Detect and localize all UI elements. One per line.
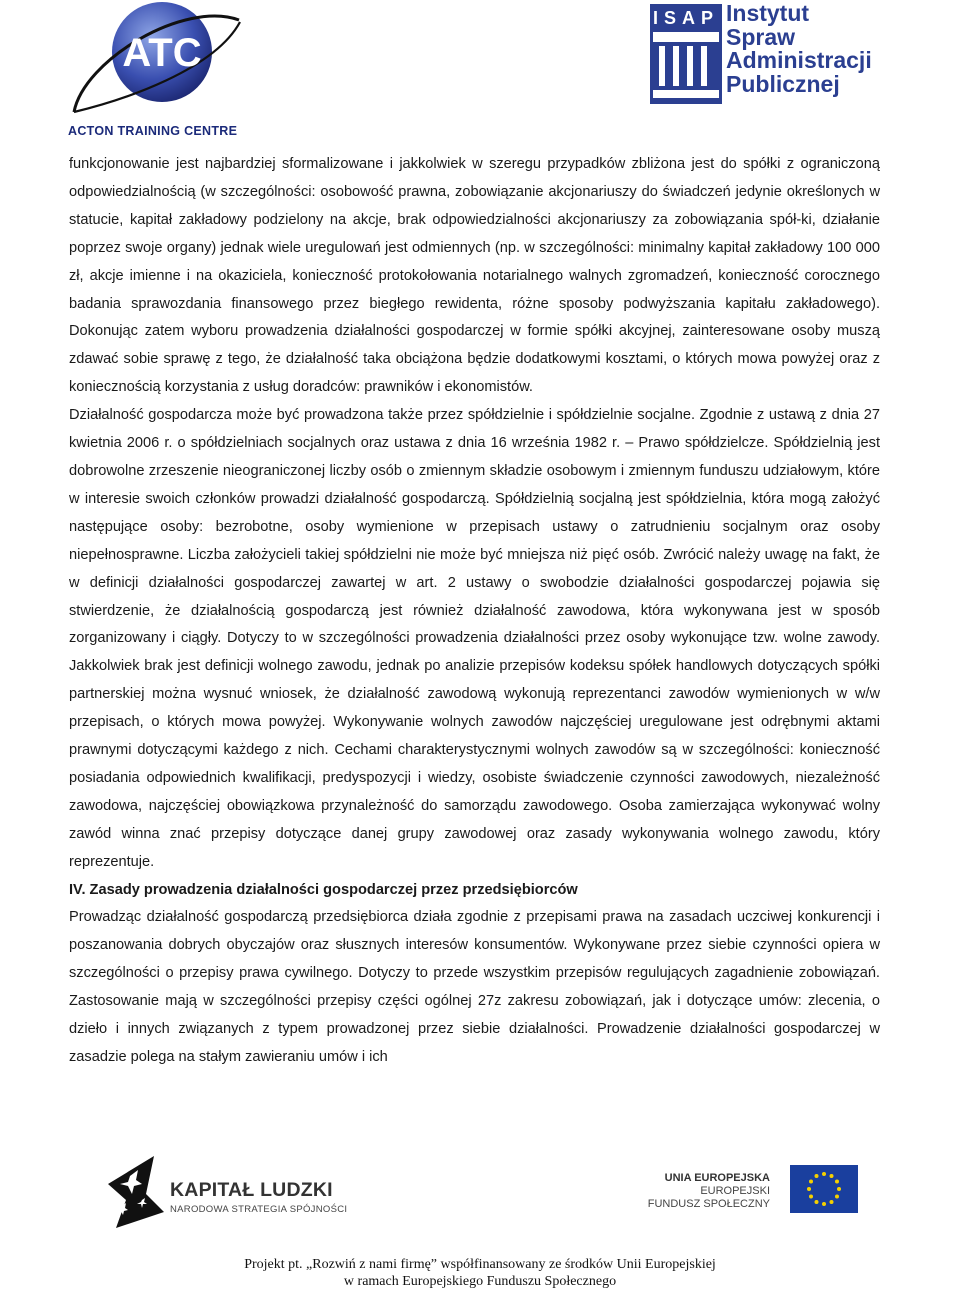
eu-star [835, 1195, 839, 1199]
eu-star [809, 1180, 813, 1184]
isap-logo-text: ISAP [652, 8, 720, 28]
project-note [0, 1257, 960, 1290]
atc-caption: ACTON TRAINING CENTRE [68, 124, 238, 138]
eu-label-line: UNIA EUROPEJSKA [664, 1172, 770, 1184]
eu-star [809, 1195, 813, 1199]
project-note-line: Projekt pt. „Rozwiń z nami firmę” współfinansowany ze środków Unii Europejskiej [244, 1257, 716, 1272]
kapital-ludzki-star-icon [106, 1154, 166, 1230]
kapital-ludzki-title: KAPITAŁ LUDZKI [170, 1179, 333, 1201]
section-heading: IV. Zasady prowadzenia działalności gospodarczej przez przedsiębiorców [69, 881, 578, 898]
page-header [0, 0, 960, 140]
eu-star [815, 1174, 819, 1178]
isap-name [726, 2, 872, 96]
page-footer [0, 1150, 960, 1294]
document-body [69, 151, 880, 1072]
project-note-line: w ramach Europejskiego Funduszu Społecznego [343, 1273, 617, 1289]
eu-star [807, 1187, 811, 1191]
body-paragraph: funkcjonowanie jest najbardziej sformalizowane i jakkolwiek w szeregu przypadków zbliżona jest do spółki z ograniczoną odpowiedzialnością (w szczególności: osobowość prawna, zobowiązanie akcjonariuszy do świadczeń jedynie określonych w statucie, kapitał zakładowy podzielony na akcje, brak odpowiedzialności akcjonariuszy za zobowiązania spół-ki, działanie poprzez swoje organy) jednak wiele uregulowań jest odmiennych (np. w szczególności: minimalny kapitał zakładowy 100 000 zł, akcje imienne i na okaziciela, konieczność protokołowania notarialnego walnych zgromadzeń, konieczność corocznego badania sprawozdania finansowego przez biegłego rewidenta, różne sposoby podwyższania kapitału zakładowego). Dokonując zatem wyboru prowadzenia działalności gospodarczej w formie spółki akcyjnej, zainteresowane osoby muszą zdawać sobie sprawę z tego, że działalność taka obciążona będzie dodatkowymi kosztami, o których mowa powyżej oraz z koniecznością korzystania z usług doradców: prawników i ekonomistów. [69, 156, 880, 396]
eu-label [640, 1172, 770, 1211]
eu-star [822, 1172, 826, 1176]
body-paragraph: Prowadząc działalność gospodarczą przedsiębiorca działa zgodnie z przepisami prawa na zasadach uczciwej konkurencji i poszanowania dobrych obyczajów oraz słusznych interesów konsumentów. Wykonywane przez siebie czynności opiera w szczególności o przepisy prawa cywilnego. Dotyczy to przede wszystkim przepisów regulujących zagadnienie zobowiązań. Zastosowanie mają w szczególności przepisy części ogólnej 27z zakresu zobowiązań, jak i dotyczące umów: zlecenia, o dzieło i innych związanych z typem prowadzonej przez siebie działalności. Prowadzenie działalności gospodarczej w zasadzie polega na stałym zawieraniu umów i ich [69, 909, 880, 1065]
eu-star [835, 1180, 839, 1184]
eu-star [822, 1202, 826, 1206]
atc-logo-text: ATC [122, 31, 202, 75]
eu-label-line: EUROPEJSKI [700, 1185, 770, 1197]
eu-star [837, 1187, 841, 1191]
eu-star [830, 1200, 834, 1204]
eu-star [815, 1200, 819, 1204]
eu-flag-icon [790, 1165, 858, 1213]
isap-name-line: Publicznej [726, 70, 840, 97]
eu-star [830, 1174, 834, 1178]
kapital-ludzki-subtitle: NARODOWA STRATEGIA SPÓJNOŚCI [170, 1204, 348, 1215]
eu-label-line: FUNDUSZ SPOŁECZNY [647, 1198, 770, 1210]
isap-name-line: Administracji [726, 47, 872, 73]
body-paragraph: Działalność gospodarcza może być prowadzona także przez spółdzielnie i spółdzielnie socjalne. Zgodnie z ustawą z dnia 27 kwietnia 2006 r. o spółdzielniach socjalnych oraz ustawa z dnia 16 września 1982 r. – Prawo spółdzielcze. Spółdzielnią jest dobrowolne zrzeszenie nieograniczonej liczby osób o zmiennym składzie osobowym i zmiennym funduszu udziałowym, które w interesie swoich członków prowadzi działalność gospodarczą. Spółdzielnią socjalną jest spółdzielnia, która mogą założyć następujące osoby: bezrobotne, osoby wymienione w przepisach ustawy o zatrudnieniu socjalnym oraz osoby niepełnosprawne. Liczba założycieli takiej spółdzielni nie może być mniejsza niż pięć osób. Zwrócić należy uwagę na fakt, że w definicji działalności gospodarczej zawartej w art. 2 ustawy o swobodzie działalności gospodarczej pojawia się stwierdzenie, że działalnością gospodarczą jest również działalność zawodowa, która wykonywana jest w sposób zorganizowany i ciągły. Dotyczy to w szczególności prowadzenia działalności przez osoby wykonujące tzw. wolne zawody. Jakkolwiek brak jest definicji wolnego zawodu, jednak po analizie przepisów kodeksu spółek handlowych dotyczących spółki partnerskiej można wysnuć wniosek, że działalność zawodową wykonują reprezentanci zawodów wymienionych w w/w przepisach, o których mowa powyżej. Wykonywanie wolnych zawodów najczęściej uregulowane jest odrębnymi aktami prawnymi dotyczącymi każdego z nich. Cechami charakterystycznymi wolnych zawodów są w szczególności: konieczność posiadania odpowiednich kwalifikacji, predyspozycji i wiedzy, osobiste świadczenie czynności zawodowych, niezależność zawodowa, najczęściej obowiązkowa przynależność do samorządu zawodowego. Osoba zamierzająca wykonywać wolny zawód winna znać przepisy dotyczące danej grupy zawodowej oraz zasady wykonywania wolnego zawodu, który reprezentuje. [69, 407, 880, 870]
isap-name-line: Instytut [726, 0, 810, 26]
isap-name-line: Spraw [726, 23, 796, 50]
atc-logo-icon [64, 0, 254, 140]
